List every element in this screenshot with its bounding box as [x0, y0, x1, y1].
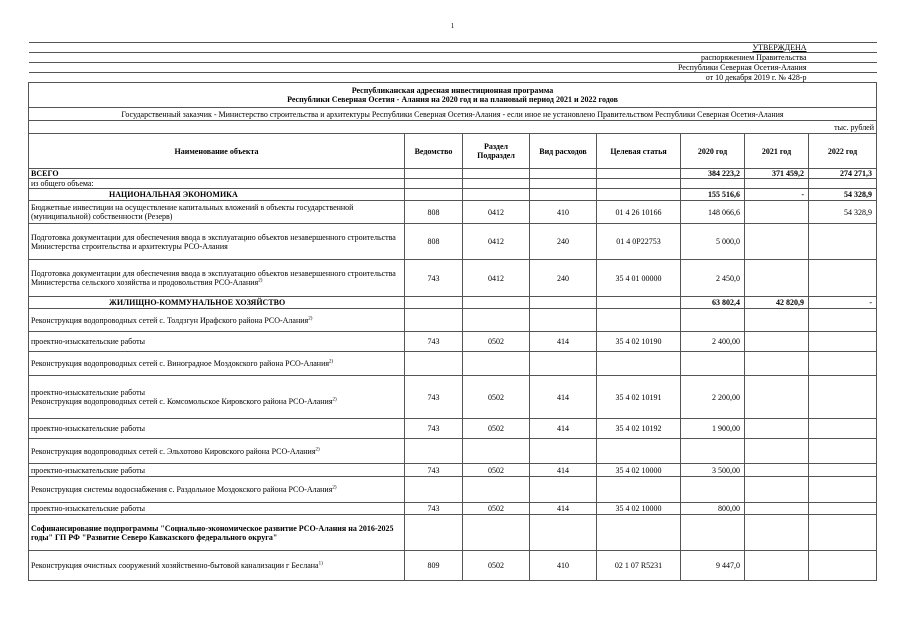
table-row [29, 297, 877, 309]
target-cell [597, 189, 681, 201]
program-title [29, 83, 877, 108]
col-2021: 2021 год [745, 134, 809, 169]
target-cell [597, 169, 681, 179]
value-2020: 2 400,00 [681, 332, 745, 352]
target-cell [597, 352, 681, 376]
approval-line-3: Республики Северная Осетия-Алания [29, 63, 877, 73]
table-row [29, 419, 877, 439]
expense-cell: 414 [530, 464, 597, 477]
value-2022 [809, 332, 877, 352]
value-2022 [809, 439, 877, 464]
value-2022 [809, 419, 877, 439]
object-name [29, 503, 405, 515]
section-cell [463, 309, 530, 332]
state-customer: Государственный заказчик - Министерство строительства и архитектуры Республики Северная Осетия-Алания - если иное не установлено Правительством Республики Северная Осетия-Алания [29, 108, 877, 121]
expense-cell [530, 297, 597, 309]
value-2020 [681, 439, 745, 464]
value-2021 [745, 503, 809, 515]
dept-cell: 743 [405, 419, 463, 439]
object-name-text-2: Реконструкция водопроводных сетей с. Комсомольское Кировского района РСО-Алания [31, 397, 333, 406]
program-document [28, 42, 876, 581]
target-cell [597, 515, 681, 551]
footnote-mark: 2) [308, 315, 313, 321]
dept-cell: 808 [405, 224, 463, 260]
value-2021 [745, 439, 809, 464]
object-name-text: Реконструкция системы водоснабжения с. Раздольное Моздокского района РСО-Алания [31, 485, 333, 494]
object-name-text: НАЦИОНАЛЬНАЯ ЭКОНОМИКА [109, 190, 238, 199]
value-2020: 63 802,4 [681, 297, 745, 309]
col-2020: 2020 год [681, 134, 745, 169]
value-2022 [809, 551, 877, 581]
value-2021 [745, 464, 809, 477]
object-name [29, 464, 405, 477]
target-cell: 35 4 02 10000 [597, 503, 681, 515]
units-label: тыс. рублей [29, 121, 877, 134]
object-name [29, 169, 405, 179]
target-cell [597, 439, 681, 464]
table-body [29, 169, 877, 581]
section-cell [463, 179, 530, 189]
section-cell: 0502 [463, 503, 530, 515]
dept-cell: 743 [405, 503, 463, 515]
col-name: Наименование объекта [29, 134, 405, 169]
table-row [29, 551, 877, 581]
object-name [29, 189, 405, 201]
footnote-mark: 2) [315, 446, 320, 452]
value-2021 [745, 477, 809, 503]
value-2020: 2 200,00 [681, 376, 745, 419]
object-name [29, 332, 405, 352]
value-2021 [745, 376, 809, 419]
value-2020: 384 223,2 [681, 169, 745, 179]
value-2022 [809, 503, 877, 515]
section-cell [463, 439, 530, 464]
value-2022 [809, 224, 877, 260]
target-cell [597, 477, 681, 503]
footnote-mark: 2) [258, 278, 263, 284]
table-row [29, 309, 877, 332]
table-row [29, 376, 877, 419]
target-cell: 35 4 02 10000 [597, 464, 681, 477]
object-name [29, 439, 405, 464]
object-name [29, 515, 405, 551]
approval-line-4: от 10 декабря 2019 г. № 428-р [29, 73, 877, 83]
footnote-mark: 1) [318, 561, 323, 567]
dept-cell [405, 179, 463, 189]
value-2022: 54 328,9 [809, 201, 877, 224]
section-cell: 0502 [463, 464, 530, 477]
expense-cell: 414 [530, 332, 597, 352]
section-cell: 0502 [463, 376, 530, 419]
value-2021 [745, 352, 809, 376]
value-2022 [809, 352, 877, 376]
value-2021: 371 459,2 [745, 169, 809, 179]
value-2022 [809, 376, 877, 419]
col-section: Раздел Подраздел [463, 134, 530, 169]
value-2022: 274 271,3 [809, 169, 877, 179]
column-headers [29, 134, 877, 169]
object-name [29, 260, 405, 297]
target-cell: 35 4 02 10190 [597, 332, 681, 352]
table-row [29, 260, 877, 297]
object-name [29, 376, 405, 419]
table-row [29, 515, 877, 551]
expense-cell [530, 439, 597, 464]
col-2022: 2022 год [809, 134, 877, 169]
expense-cell: 414 [530, 376, 597, 419]
object-name-text: проектно-изыскательские работы [31, 504, 145, 513]
object-name [29, 419, 405, 439]
value-2020: 148 066,6 [681, 201, 745, 224]
page-number: 1 [450, 22, 455, 30]
section-cell [463, 352, 530, 376]
dept-cell: 743 [405, 260, 463, 297]
object-name-text: из общего объема: [31, 179, 94, 188]
value-2020 [681, 179, 745, 189]
object-name-text: проектно-изыскательские работы [31, 337, 145, 346]
dept-cell: 809 [405, 551, 463, 581]
table-row [29, 201, 877, 224]
object-name [29, 179, 405, 189]
table-row [29, 352, 877, 376]
object-name [29, 551, 405, 581]
section-cell [463, 297, 530, 309]
object-name [29, 309, 405, 332]
value-2021 [745, 419, 809, 439]
value-2021 [745, 179, 809, 189]
expense-cell: 414 [530, 419, 597, 439]
table-row [29, 179, 877, 189]
col-target: Целевая статья [597, 134, 681, 169]
expense-cell [530, 169, 597, 179]
object-name [29, 477, 405, 503]
object-name [29, 224, 405, 260]
object-name-text: Подготовка документации для обеспечения ввода в эксплуатацию объектов незавершенного строительства Министерства строительства и архитектуры РСО-Алания [31, 232, 396, 251]
section-cell: 0502 [463, 551, 530, 581]
value-2021 [745, 332, 809, 352]
object-name [29, 297, 405, 309]
footnote-mark: 2) [332, 397, 337, 403]
value-2020: 155 516,6 [681, 189, 745, 201]
footnote-mark: 2) [332, 485, 337, 491]
expense-cell: 240 [530, 224, 597, 260]
expense-cell: 410 [530, 201, 597, 224]
object-name [29, 352, 405, 376]
object-name-text: Бюджетные инвестиции на осуществление капитальных вложений в объекты государственной (муниципальной) собственности (Резерв) [31, 203, 354, 221]
expense-cell [530, 352, 597, 376]
table-row [29, 332, 877, 352]
value-2022 [809, 515, 877, 551]
object-name-text: Реконструкция очистных сооружений хозяйственно-бытовой канализации г Беслана [31, 561, 319, 570]
value-2022 [809, 464, 877, 477]
dept-cell [405, 515, 463, 551]
approval-line-1: УТВЕРЖДЕНА [29, 43, 877, 53]
value-2020: 9 447,0 [681, 551, 745, 581]
target-cell: 35 4 02 10192 [597, 419, 681, 439]
value-2021 [745, 551, 809, 581]
col-expense: Вид расходов [530, 134, 597, 169]
dept-cell [405, 169, 463, 179]
table-row [29, 224, 877, 260]
approval-line-2: распоряжением Правительства [29, 53, 877, 63]
dept-cell [405, 297, 463, 309]
section-cell [463, 189, 530, 201]
dept-cell [405, 439, 463, 464]
object-name [29, 201, 405, 224]
value-2022: 54 328,9 [809, 189, 877, 201]
expense-cell [530, 179, 597, 189]
object-name-text: ЖИЛИЩНО-КОММУНАЛЬНОЕ ХОЗЯЙСТВО [109, 298, 286, 307]
table-row [29, 477, 877, 503]
value-2021: 42 820,9 [745, 297, 809, 309]
value-2020 [681, 352, 745, 376]
section-cell: 0412 [463, 224, 530, 260]
dept-cell: 743 [405, 376, 463, 419]
object-name-text: Софинансирование подпрограммы "Социально-экономическое развитие РСО-Алания на 2016-2025 годы" ГП РФ "Развитие Северо Кавказского федерального округа" [31, 523, 394, 542]
value-2020: 800,00 [681, 503, 745, 515]
value-2020: 1 900,00 [681, 419, 745, 439]
object-name-text: проектно-изыскательские работы [31, 424, 145, 433]
value-2022 [809, 179, 877, 189]
col-dept: Ведомство [405, 134, 463, 169]
program-table [28, 42, 877, 581]
dept-cell [405, 352, 463, 376]
object-name-text: проектно-изыскательские работы [31, 388, 145, 397]
dept-cell [405, 309, 463, 332]
table-row [29, 169, 877, 179]
section-cell: 0412 [463, 201, 530, 224]
section-cell: 0412 [463, 260, 530, 297]
object-name-text: Реконструкция водопроводных сетей с. Эльхотово Кировского района РСО-Алания [31, 446, 316, 456]
target-cell: 01 4 0P22753 [597, 224, 681, 260]
value-2020 [681, 309, 745, 332]
section-cell [463, 477, 530, 503]
expense-cell: 240 [530, 260, 597, 297]
dept-cell [405, 477, 463, 503]
value-2021: - [745, 189, 809, 201]
expense-cell [530, 189, 597, 201]
value-2022 [809, 260, 877, 297]
expense-cell [530, 309, 597, 332]
dept-cell: 743 [405, 332, 463, 352]
value-2020: 3 500,00 [681, 464, 745, 477]
program-title-line-1: Республиканская адресная инвестиционная программа [351, 86, 554, 95]
object-name-text: Реконструкция водопроводных сетей с. Виноградное Моздокского района РСО-Алания [31, 359, 330, 368]
target-cell [597, 179, 681, 189]
table-row [29, 503, 877, 515]
object-name-text: Подготовка документации для обеспечения ввода в эксплуатацию объектов незавершенного строительства Министерства сельского хозяйства и продовольствия РСО-Алания [31, 269, 396, 287]
target-cell: 01 4 26 10166 [597, 201, 681, 224]
target-cell: 35 4 02 10191 [597, 376, 681, 419]
value-2022 [809, 309, 877, 332]
expense-cell: 414 [530, 503, 597, 515]
footnote-mark: 2) [329, 359, 334, 365]
program-title-line-2: Республики Северная Осетия - Алания на 2020 год и на плановый период 2021 и 2022 годов [287, 95, 618, 104]
value-2020 [681, 515, 745, 551]
target-cell [597, 297, 681, 309]
section-cell: 0502 [463, 332, 530, 352]
expense-cell [530, 515, 597, 551]
dept-cell [405, 189, 463, 201]
value-2021 [745, 515, 809, 551]
section-cell [463, 515, 530, 551]
value-2020 [681, 477, 745, 503]
dept-cell: 743 [405, 464, 463, 477]
section-cell [463, 169, 530, 179]
target-cell [597, 309, 681, 332]
target-cell: 02 1 07 R5231 [597, 551, 681, 581]
target-cell: 35 4 01 00000 [597, 260, 681, 297]
value-2021 [745, 201, 809, 224]
object-name-text: Реконструкция водопроводных сетей с. Толдзгун Ирафского района РСО-Алания [31, 315, 309, 325]
table-row [29, 464, 877, 477]
object-name-text: проектно-изыскательские работы [31, 465, 145, 475]
dept-cell: 808 [405, 201, 463, 224]
value-2020: 5 000,0 [681, 224, 745, 260]
section-cell: 0502 [463, 419, 530, 439]
object-name-text: ВСЕГО [31, 169, 59, 178]
value-2021 [745, 260, 809, 297]
value-2021 [745, 309, 809, 332]
value-2020: 2 450,0 [681, 260, 745, 297]
value-2022 [809, 477, 877, 503]
expense-cell: 410 [530, 551, 597, 581]
expense-cell [530, 477, 597, 503]
value-2021 [745, 224, 809, 260]
table-row [29, 189, 877, 201]
table-row [29, 439, 877, 464]
value-2022: - [809, 297, 877, 309]
